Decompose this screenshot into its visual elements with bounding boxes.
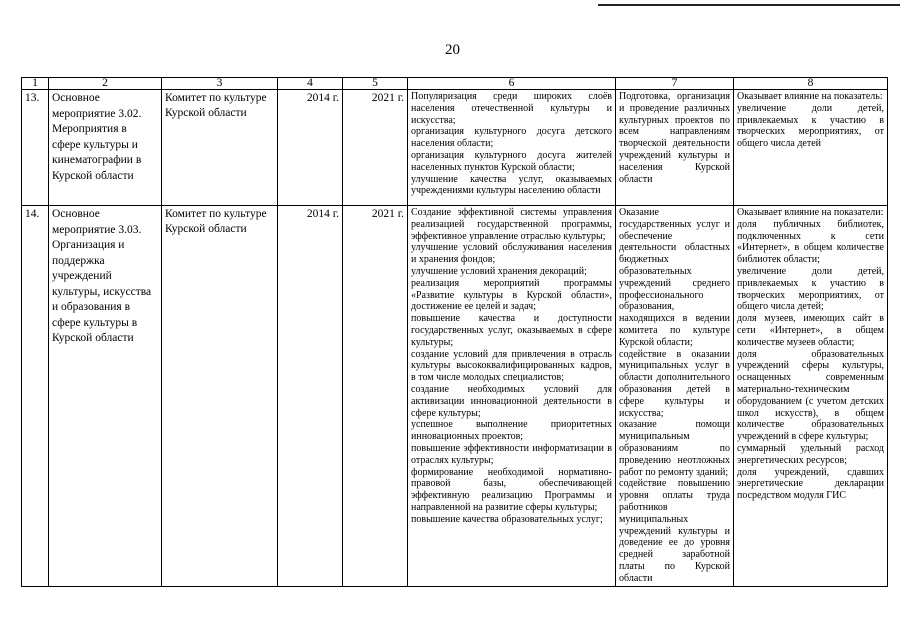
row-number: 14. — [22, 206, 49, 587]
executor: Комитет по культуре Курской области — [162, 206, 278, 587]
header-cell: 4 — [278, 78, 343, 90]
measure-name: Основное мероприятие 3.03. Организация и поддержка учреждений культуры, искусства и образования в сфере культуры в Курской области — [49, 206, 162, 587]
expected-results: Популяризация среди широких слоёв населения отечественной культуры и искусства; организация культурного досуга детского населения области; организация культурного досуга жителей населенных пунктов Курской области; улучшение качества услуг, оказываемых учреждениями культуры населению области — [411, 91, 612, 197]
table-row — [22, 90, 888, 206]
executor: Комитет по культуре Курской области — [162, 90, 278, 206]
header-row — [22, 78, 888, 90]
main-activities: Подготовка, организация и проведение различных культурных проектов по всем направлениям творческой деятельности учреждений культуры и населения Курской области — [619, 91, 730, 185]
row-number: 13. — [22, 90, 49, 206]
start-year: 2014 г. — [278, 206, 343, 587]
end-year: 2021 г. — [343, 206, 408, 587]
indicator-link: Оказывает влияние на показатели: доля публичных библиотек, подключенных к сети «Интернет», в общем количестве библиотек области; увеличение доли детей, привлекаемых к участию в творческих мероприятиях, от общего числа детей; доля музеев, имеющих сайт в сети «Интернет», в общем количестве музеев области; доля образовательных учреждений сферы культуры, оснащенных современным материально-техническим оборудованием (с учетом детских школ искусств), в общем количестве образовательных учреждений в сфере культуры; суммарный удельный расход энергетических ресурсов; доля учреждений, сдавших энергетические декларации посредством модуля ГИС — [737, 207, 884, 502]
page-number: 20 — [445, 42, 460, 58]
header-cell: 5 — [343, 78, 408, 90]
expected-results: Создание эффективной системы управления реализацией государственной программы, эффективное управление отраслью культуры; улучшение условий обслуживания населения и хранения фондов; улучшение условий хранения декораций; реализация мероприятий программы «Развитие культуры в Курской области», достижение ее целей и задач; повышение качества и доступности государственных услуг, оказываемых в сфере культуры; создание условий для привлечения в отрасль культуры высококвалифицированных кадров, в том числе молодых специалистов; создание необходимых условий для активизации инновационной деятельности в сфере культуры; успешное выполнение приоритетных инновационных проектов; повышение эффективности информатизации в отраслях культуры; формирование необходимой нормативно-правовой базы, обеспечивающей эффективную реализацию Программы и направленной на развитие сферы культуры; повышение качества образовательных услуг; — [411, 207, 612, 525]
indicator-link: Оказывает влияние на показатель: увеличение доли детей, привлекаемых к участию в творческих мероприятиях, от общего числа детей — [737, 91, 884, 150]
measure-name: Основное мероприятие 3.02. Мероприятия в сфере культуры и кинематографии в Курской области — [49, 90, 162, 206]
top-rule — [598, 4, 900, 6]
main-activities: Оказание государственных услуг и обеспечение деятельности областных бюджетных образовательных учреждений среднего профессионального образования, находящихся в ведении комитета по культуре Курской области; содействие в оказании муниципальных услуг в области дополнительного образования детей в сфере культуры и искусства; оказание помощи муниципальным образованиям по проведению неотложных работ по ремонту зданий; содействие повышению уровня оплаты труда работников муниципальных учреждений культуры и доведение ее до уровня средней заработной платы по Курской области — [619, 207, 730, 584]
start-year: 2014 г. — [278, 90, 343, 206]
header-cell: 7 — [616, 78, 734, 90]
measures-table — [21, 77, 888, 587]
table-row — [22, 206, 888, 587]
header-cell: 2 — [49, 78, 162, 90]
header-cell: 3 — [162, 78, 278, 90]
header-cell: 6 — [408, 78, 616, 90]
header-cell: 1 — [22, 78, 49, 90]
header-cell: 8 — [734, 78, 888, 90]
end-year: 2021 г. — [343, 90, 408, 206]
